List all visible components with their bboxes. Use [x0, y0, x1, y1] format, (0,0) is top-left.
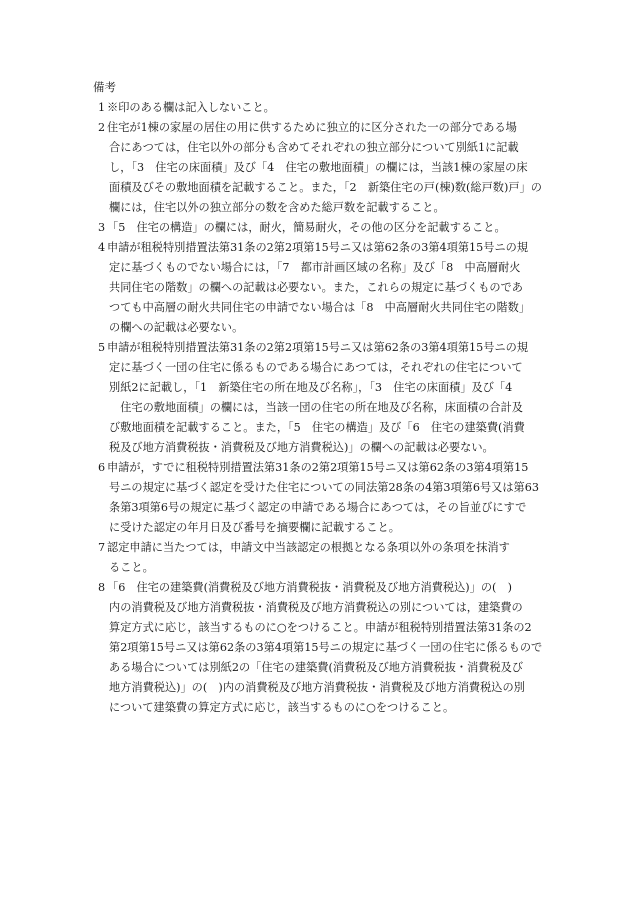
remark-text-line: 定に基づく一団の住宅に係るものである場合にあつては，それぞれの住宅について — [109, 361, 523, 374]
remarks-heading: 備考 — [93, 80, 116, 94]
remark-item — [93, 118, 583, 218]
remark-number: 8 — [98, 581, 106, 594]
remark-text-line: 地方消費税込)」の( )内の消費税及び地方消費税抜・消費税及び地方消費税込の別 — [109, 681, 525, 694]
remark-item — [93, 238, 583, 338]
remark-text-line: 申請が，すでに租税特別措置法第31条の2第2項第15号ニ又は第62条の3第4項第15 — [107, 461, 529, 474]
remark-item — [93, 338, 583, 458]
remark-number: 2 — [98, 121, 106, 134]
remark-text-line: 認定申請に当たつては，申請文中当該認定の根拠となる条項以外の条項を抹消す — [107, 541, 510, 554]
remark-text-line: について建築費の算定方式に応じ，該当するものに○をつけること。 — [109, 701, 455, 714]
remark-number: 1 — [98, 101, 106, 114]
remark-number: 3 — [98, 221, 106, 234]
remark-number: 6 — [98, 461, 106, 474]
remarks-list — [93, 98, 583, 718]
remark-item — [93, 98, 583, 118]
remark-item — [93, 578, 583, 718]
remark-number: 4 — [98, 241, 106, 254]
remark-text-line: 条第3項第6号の規定に基づく認定の申請である場合にあつては，その旨並びにすで — [109, 501, 527, 514]
remark-text-line: 「6 住宅の建築費(消費税及び地方消費税抜・消費税及び地方消費税込)」の( ) — [107, 581, 512, 594]
remark-text-line: 号ニの規定に基づく認定を受けた住宅についての同法第28条の4第3項第6号又は第63 — [109, 481, 539, 494]
remark-text-line: 面積及びその敷地面積を記載すること。また，「2 新築住宅の戸(棟)数(総戸数)戸」の — [109, 181, 542, 194]
remark-text-line: 別紙2に記載し，「1 新築住宅の所在地及び名称」，「3 住宅の床面積」及び「4 — [109, 381, 513, 394]
remark-text-line: ※印のある欄は記入しないこと。 — [107, 101, 275, 114]
remark-text-line: つても中高層の耐火共同住宅の申請でない場合は「8 中高層耐火共同住宅の階数」 — [109, 301, 531, 314]
remark-text-line: 「5 住宅の構造」の欄には，耐火，簡易耐火，その他の区分を記載すること。 — [107, 221, 506, 234]
remark-number: 7 — [98, 541, 106, 554]
remark-text-line: 住宅の敷地面積」の欄には，当該一団の住宅の所在地及び名称，床面積の合計及 — [109, 401, 523, 414]
remark-text-line: の欄への記載は必要ない。 — [109, 321, 244, 334]
remark-text-line: 第2項第15号ニ又は第62条の3第4項第15号ニの規定に基づく一団の住宅に係るもので — [109, 641, 543, 654]
remark-item — [93, 538, 583, 578]
remark-text-line: に受けた認定の年月日及び番号を摘要欄に記載すること。 — [109, 521, 400, 534]
remark-text-line: 申請が租税特別措置法第31条の2第2項第15号ニ又は第62条の3第4項第15号ニの規 — [107, 341, 529, 354]
remark-text-line: 定に基づくものでない場合には，「7 都市計画区域の名称」及び「8 中高層耐火 — [109, 261, 521, 274]
remark-text-line: 合にあつては，住宅以外の部分も含めてそれぞれの独立部分について別紙1に記載 — [109, 141, 519, 154]
remark-item — [93, 458, 583, 538]
remark-text-line: 申請が租税特別措置法第31条の2第2項第15号ニ又は第62条の3第4項第15号ニの規 — [107, 241, 529, 254]
remark-text-line: 内の消費税及び地方消費税抜・消費税及び地方消費税込の別については，建築費の — [109, 601, 523, 614]
remark-text-line: ある場合については別紙2の「住宅の建築費(消費税及び地方消費税抜・消費税及び — [109, 661, 524, 674]
remark-text-line: び敷地面積を記載すること。また，「5 住宅の構造」及び「6 住宅の建築費(消費 — [109, 421, 525, 434]
remark-text-line: し，「3 住宅の床面積」及び「4 住宅の敷地面積」の欄には，当該1棟の家屋の床 — [109, 161, 528, 174]
remark-text-line: 住宅が1棟の家屋の居住の用に供するために独立的に区分された一の部分である場 — [107, 121, 517, 134]
remark-text-line: 共同住宅の階数」の欄への記載は必要ない。また，これらの規定に基づくものであ — [109, 281, 523, 294]
remark-text-line: ること。 — [109, 561, 154, 574]
remark-text-line: 欄には，住宅以外の独立部分の数を含めた総戸数を記載すること。 — [109, 201, 445, 214]
remark-text-line: 税及び地方消費税抜・消費税及び地方消費税込)」の欄への記載は必要ない。 — [109, 441, 494, 454]
remark-text-line: 算定方式に応じ，該当するものに○をつけること。申請が租税特別措置法第31条の2 — [109, 621, 532, 634]
remark-number: 5 — [98, 341, 106, 354]
remark-item — [93, 218, 583, 238]
